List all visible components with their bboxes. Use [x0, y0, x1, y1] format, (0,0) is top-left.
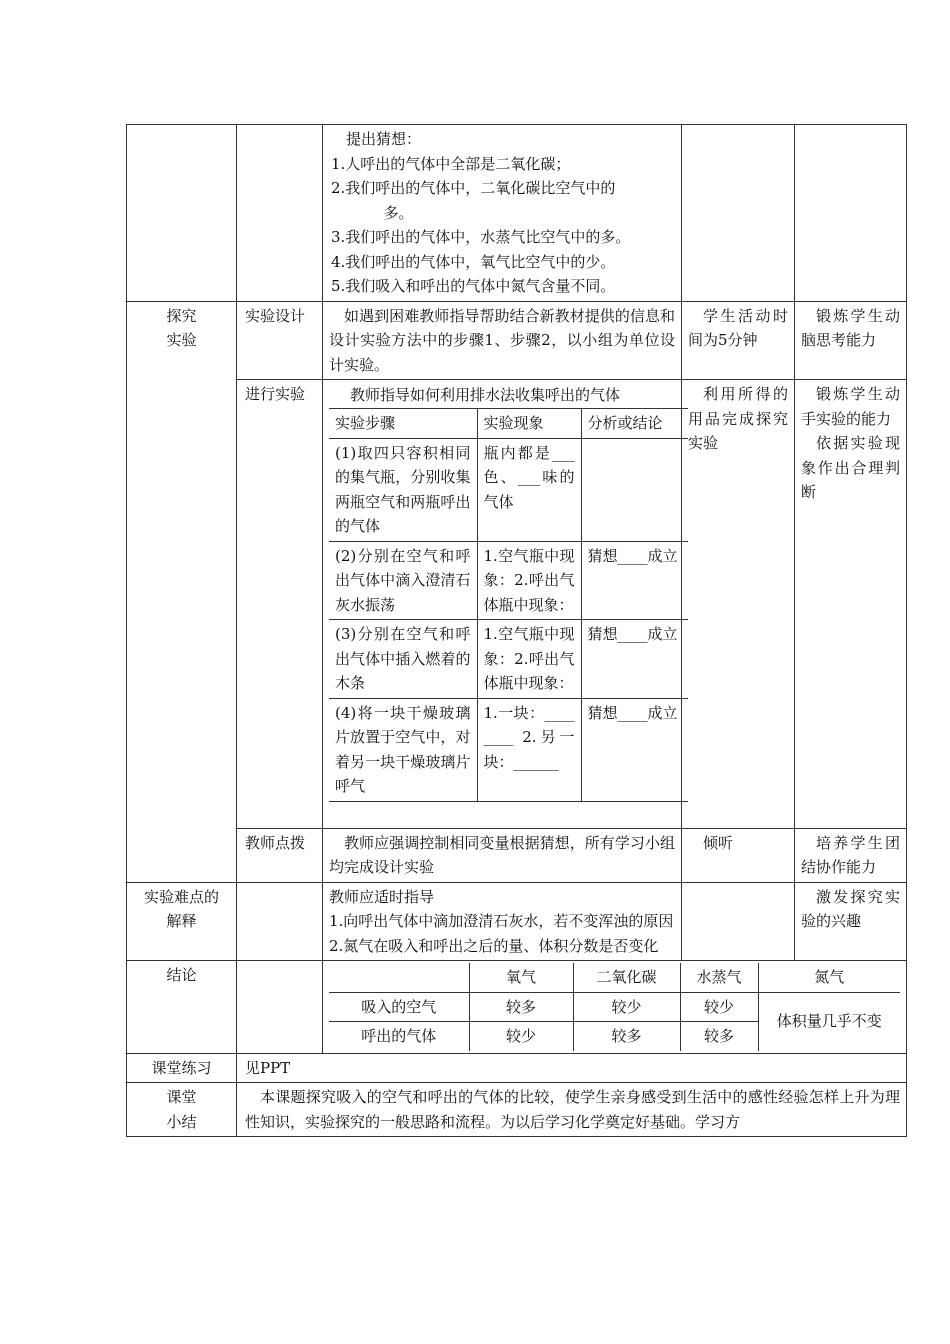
tips-intent: 培养学生团结协作能力: [795, 828, 907, 882]
guess-intent-cell: [795, 125, 907, 302]
gas-header: [329, 963, 469, 992]
experiment-step: (2)分别在空气和呼出气体中滴入澄清石灰水振荡: [329, 541, 477, 620]
experiment-row: [329, 541, 688, 620]
summary-label-line: 课堂: [166, 1088, 197, 1106]
difficulty-content: [323, 882, 682, 961]
gas-header: 二氧化碳: [573, 963, 680, 992]
experiment-conclusion: [581, 438, 688, 541]
conduct-intent: [795, 380, 907, 829]
gas-o2: 较少: [469, 1022, 573, 1051]
summary-content: 本课题探究吸入的空气和呼出的气体的比较，使学生亲身感受到生活中的感性经验怎样上升为理性知识，实验探究的一般思路和流程。为以后学习化学奠定好基础。学习方: [237, 1083, 907, 1137]
guess-item: 多。: [383, 203, 414, 222]
tips-student: 倾听: [682, 828, 795, 882]
design-label: 实验设计: [237, 301, 323, 380]
experiment-header: 分析或结论: [581, 409, 688, 439]
difficulty-label-line: 解释: [166, 912, 197, 930]
gas-h2o: 较多: [680, 1022, 758, 1051]
conduct-intro: 教师指导如何利用排水法收集呼出的气体: [350, 386, 621, 404]
guess-label-cell: [237, 125, 323, 302]
difficulty-label: [127, 882, 237, 961]
difficulty-label-line: 实验难点的: [143, 887, 219, 906]
conduct-label: 进行实验: [237, 380, 323, 829]
guess-item: 5.我们吸入和呼出的气体中氮气含量不同。: [331, 277, 616, 295]
gas-co2: 较多: [573, 1022, 680, 1051]
design-intent: 锻炼学生动脑思考能力: [795, 301, 907, 380]
design-row: [127, 301, 907, 380]
gas-header: 氮气: [758, 963, 900, 992]
experiment-step: (4)将一块干燥玻璃片放置于空气中，对着另一块干燥玻璃片呼气: [329, 698, 477, 801]
conduct-intent-line: 依据实验现象作出合理判断: [801, 434, 900, 501]
explore-label-line: 实验: [166, 331, 197, 349]
lesson-plan-sheet: [126, 124, 906, 1137]
conclusion-content: [323, 961, 907, 1054]
experiment-row: [329, 620, 688, 699]
experiment-conclusion: 猜想____成立: [581, 541, 688, 620]
guess-item: 2.我们呼出的气体中，二氧化碳比空气中的: [331, 179, 616, 197]
experiment-phenomenon: 瓶内都是___色、___味的气体: [477, 438, 581, 541]
conduct-row: [127, 380, 907, 829]
gas-row: [329, 992, 900, 1022]
practice-label: 课堂练习: [127, 1053, 237, 1083]
gas-row-name: 呼出的气体: [329, 1022, 469, 1051]
experiment-phenomenon: 1.空气瓶中现象：2.呼出气体瓶中现象：: [477, 541, 581, 620]
practice-row: [127, 1053, 907, 1083]
experiment-conclusion: 猜想____成立: [581, 698, 688, 801]
experiment-header: 实验现象: [477, 409, 581, 439]
guess-row: [127, 125, 907, 302]
guess-item: 3.我们呼出的气体中，水蒸气比空气中的多。: [331, 228, 631, 246]
difficulty-empty: [237, 882, 323, 961]
design-content: 如遇到困难教师指导帮助结合新教材提供的信息和设计实验方法中的步骤1、步骤2，以小组为单位设计实验。: [323, 301, 682, 380]
gas-header-row: [329, 963, 900, 992]
guess-item: 4.我们呼出的气体中，氧气比空气中的少。: [331, 252, 616, 271]
gas-co2: 较少: [573, 992, 680, 1022]
experiment-phenomenon: 1.空气瓶中现象：2.呼出气体瓶中现象：: [477, 620, 581, 699]
guess-section-cell: [127, 125, 237, 302]
lesson-plan-table: [126, 124, 907, 1137]
experiment-header: 实验步骤: [329, 409, 477, 439]
difficulty-line: 2.氮气在吸入和呼出之后的量、体积分数是否变化: [329, 936, 659, 955]
experiment-phenomenon: 1.一块：________ 2.另一块：______: [477, 698, 581, 801]
difficulty-line: 教师应适时指导: [329, 887, 435, 906]
gas-comparison-table: [329, 963, 900, 1051]
conduct-content: [323, 380, 682, 829]
explore-section-label: [127, 301, 237, 882]
tips-label: 教师点拨: [237, 828, 323, 882]
difficulty-student: [682, 882, 795, 961]
guess-student-cell: [682, 125, 795, 302]
experiment-row: [329, 438, 688, 541]
guess-content: [323, 125, 682, 302]
experiment-step: (1)取四只容积相同的集气瓶，分别收集两瓶空气和两瓶呼出的气体: [329, 438, 477, 541]
experiment-header-row: [329, 409, 688, 439]
conduct-spacer: [329, 802, 675, 826]
experiment-table: [329, 408, 688, 802]
summary-label-line: 小结: [166, 1112, 197, 1131]
summary-label: [127, 1083, 237, 1137]
difficulty-intent: 激发探究实验的兴趣: [795, 882, 907, 961]
gas-header: 水蒸气: [680, 963, 758, 992]
conduct-student: 利用所得的用品完成探究实验: [682, 380, 795, 829]
difficulty-row: [127, 882, 907, 961]
experiment-row: [329, 698, 688, 801]
conduct-intent-line: 锻炼学生动手实验的能力: [801, 385, 900, 428]
gas-n2: 体积量几乎不变: [758, 992, 900, 1051]
gas-row-name: 吸入的空气: [329, 992, 469, 1022]
experiment-step: (3)分别在空气和呼出气体中插入燃着的木条: [329, 620, 477, 699]
tips-content: 教师应强调控制相同变量根据猜想，所有学习小组均完成设计实验: [323, 828, 682, 882]
gas-o2: 较多: [469, 992, 573, 1022]
gas-h2o: 较少: [680, 992, 758, 1022]
summary-row: [127, 1083, 907, 1137]
conclusion-empty: [237, 961, 323, 1054]
conclusion-row: [127, 961, 907, 1054]
guess-item: 1.人呼出的气体中全部是二氧化碳；: [331, 154, 571, 173]
experiment-conclusion: 猜想____成立: [581, 620, 688, 699]
difficulty-line: 1.向呼出气体中滴加澄清石灰水，若不变浑浊的原因: [329, 912, 674, 930]
explore-label-line: 探究: [166, 306, 197, 325]
tips-row: [127, 828, 907, 882]
conclusion-label: 结论: [127, 961, 237, 1054]
gas-header: 氧气: [469, 963, 573, 992]
design-student: 学生活动时间为5分钟: [682, 301, 795, 380]
practice-content: 见PPT: [237, 1053, 907, 1083]
guess-title: 提出猜想：: [346, 130, 422, 148]
